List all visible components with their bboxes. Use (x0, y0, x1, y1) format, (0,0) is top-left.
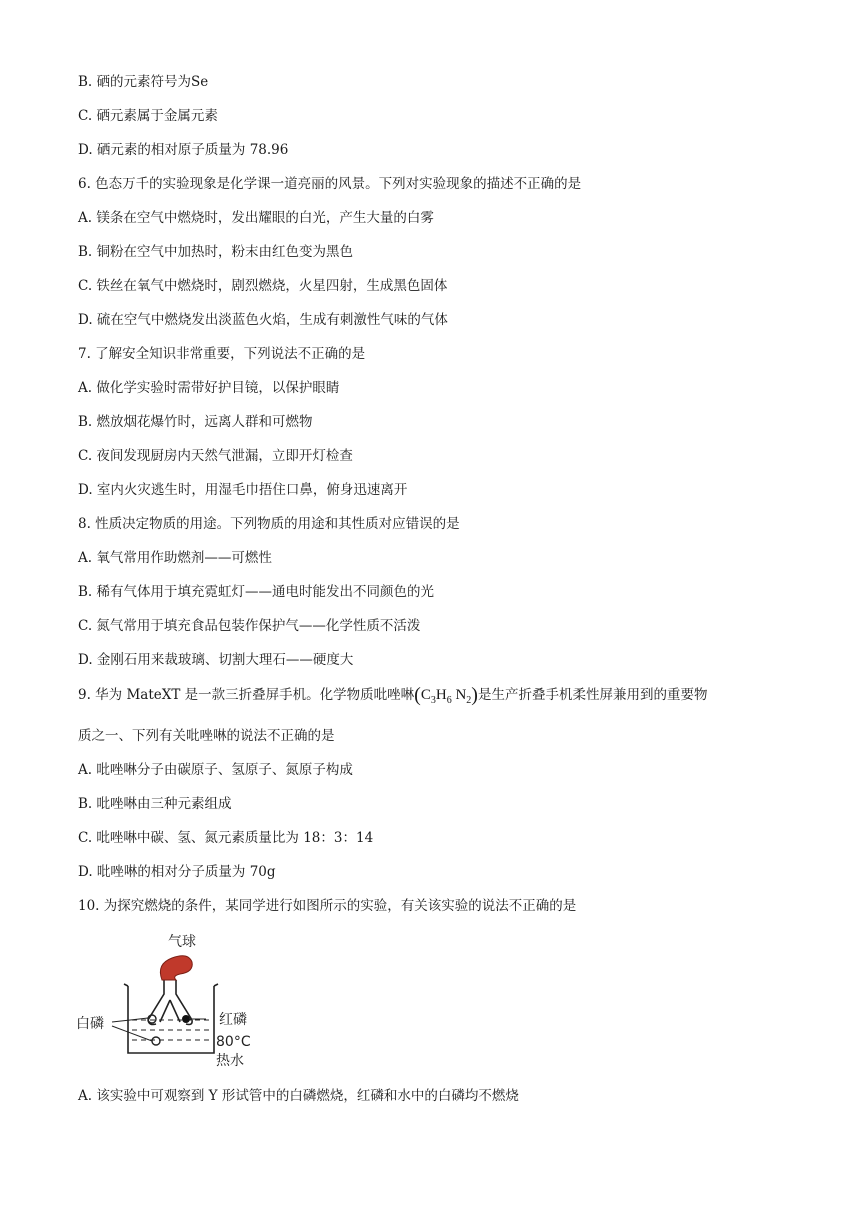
label-temperature: 80°C (216, 1034, 251, 1050)
line-q9-c: C. 吡唑啉中碳、氢、氮元素质量比为 18：3：14 (78, 830, 374, 846)
balloon (160, 956, 192, 980)
label-white-phosphorus: 白磷 (76, 1016, 104, 1032)
line-q8-a: A. 氧气常用作助燃剂——可燃性 (78, 550, 272, 566)
water-level (132, 1020, 210, 1040)
line-q10-a: A. 该实验中可观察到 Y 形试管中的白磷燃烧，红磷和水中的白磷均不燃烧 (78, 1088, 519, 1104)
line-q6-a: A. 镁条在空气中燃烧时，发出耀眼的白光，产生大量的白雾 (78, 210, 434, 226)
experiment-figure (76, 928, 276, 1073)
question-8: 8. 性质决定物质的用途。下列物质的用途和其性质对应错误的是 (78, 516, 460, 532)
question-6: 6. 色态万千的实验现象是化学课一道亮丽的风景。下列对实验现象的描述不正确的是 (78, 176, 582, 192)
label-red-phosphorus: 红磷 (219, 1012, 247, 1028)
white-phosphorus-in-water (152, 1037, 160, 1045)
line-q7-c: C. 夜间发现厨房内天然气泄漏，立即开灯检查 (78, 448, 353, 464)
chemical-formula: ($C_3H_6$ $N_2$) (414, 684, 478, 706)
line-q6-c: C. 铁丝在氧气中燃烧时，剧烈燃烧，火星四射，生成黑色固体 (78, 278, 448, 294)
line-q7-b: B. 燃放烟花爆竹时，远离人群和可燃物 (78, 414, 313, 430)
line-q8-d: D. 金刚石用来裁玻璃、切割大理石——硬度大 (78, 652, 354, 668)
label-hot-water: 热水 (216, 1053, 244, 1069)
question-9-line1 (78, 686, 707, 710)
line-q5-c: C. 硒元素属于金属元素 (78, 108, 218, 124)
q9-prefix: 9. 华为 MateXT 是一款三折叠屏手机。化学物质吡唑啉 (78, 687, 415, 703)
line-q9-d: D. 吡唑啉的相对分子质量为 70g (78, 864, 276, 880)
line-q8-c: C. 氮气常用于填充食品包装作保护气——化学性质不活泼 (78, 618, 421, 634)
line-q6-b: B. 铜粉在空气中加热时，粉末由红色变为黑色 (78, 244, 354, 260)
line-q7-d: D. 室内火灾逃生时，用湿毛巾捂住口鼻，俯身迅速离开 (78, 482, 408, 498)
line-q6-d: D. 硫在空气中燃烧发出淡蓝色火焰，生成有刺激性气味的气体 (78, 312, 448, 328)
line-q9-b: B. 吡唑啉由三种元素组成 (78, 796, 232, 812)
line-q5-d: D. 硒元素的相对原子质量为 78.96 (78, 142, 289, 158)
question-10: 10. 为探究燃烧的条件，某同学进行如图所示的实验，有关该实验的说法不正确的是 (78, 898, 577, 914)
line-q8-b: B. 稀有气体用于填充霓虹灯——通电时能发出不同颜色的光 (78, 584, 435, 600)
line-q5-b: B. 硒的元素符号为Se (78, 74, 209, 90)
question-7: 7. 了解安全知识非常重要，下列说法不正确的是 (78, 346, 366, 362)
question-9-line2: 质之一、下列有关吡唑啉的说法不正确的是 (78, 728, 335, 744)
line-q7-a: A. 做化学实验时需带好护目镜，以保护眼睛 (78, 380, 340, 396)
label-balloon: 气球 (168, 934, 196, 950)
red-phosphorus (182, 1015, 190, 1023)
q9-suffix: 是生产折叠手机柔性屏兼用到的重要物 (477, 687, 708, 703)
line-q9-a: A. 吡唑啉分子由碳原子、氢原子、氮原子构成 (78, 762, 353, 778)
